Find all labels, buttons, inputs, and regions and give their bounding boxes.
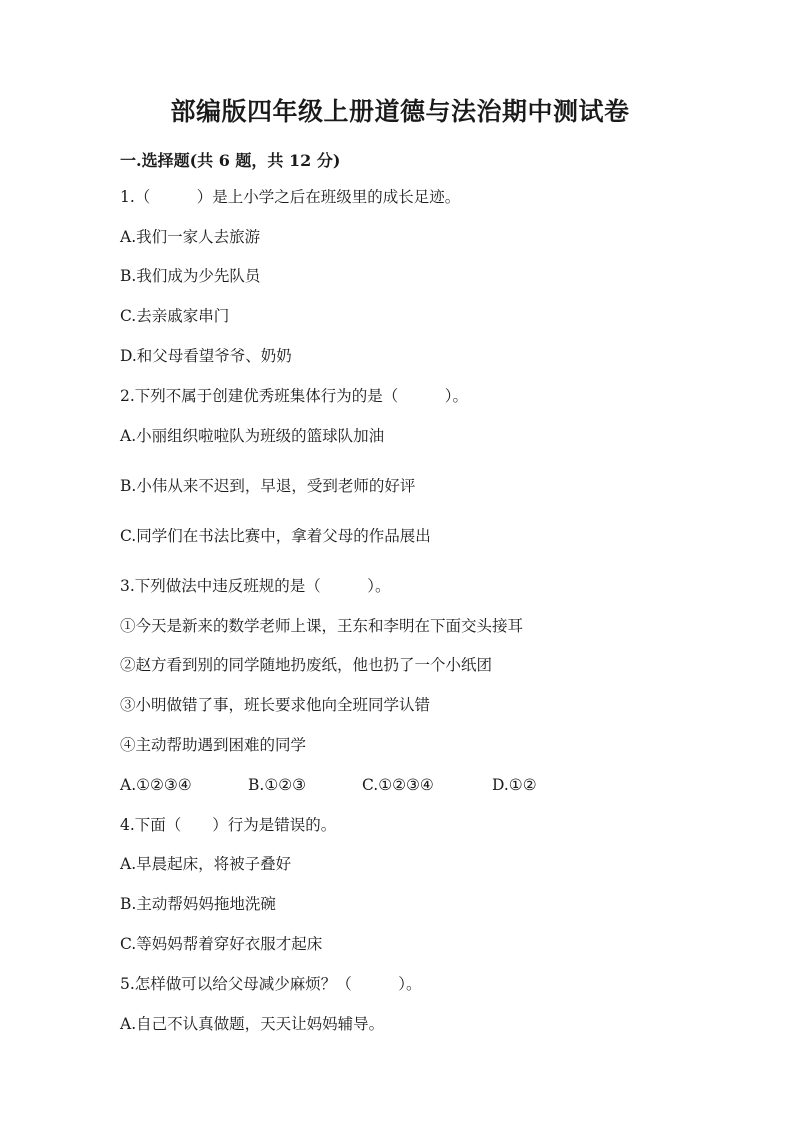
question-4-stem: 4.下面（ ）行为是错误的。 <box>120 816 337 834</box>
question-2-option-c: C.同学们在书法比赛中，拿着父母的作品展出 <box>120 527 431 545</box>
question-3-statement-2: ②赵方看到别的同学随地扔废纸，他也扔了一个小纸团 <box>120 656 493 674</box>
question-2-stem: 2.下列不属于创建优秀班集体行为的是（ ）。 <box>120 387 469 405</box>
question-3-option-a: A.①②③④ <box>120 776 192 794</box>
question-1-option-b: B.我们成为少先队员 <box>120 267 261 285</box>
question-5-stem: 5.怎样做可以给父母减少麻烦？（ ）。 <box>120 975 422 993</box>
question-3-stem: 3.下列做法中违反班规的是（ ）。 <box>120 577 391 595</box>
question-3-statement-4: ④主动帮助遇到困难的同学 <box>120 736 307 754</box>
question-3-option-c: C.①②③④ <box>362 776 434 794</box>
question-3-option-d: D.①② <box>492 776 537 794</box>
question-4-option-b: B.主动帮妈妈拖地洗碗 <box>120 895 276 913</box>
page-title: 部编版四年级上册道德与法治期中测试卷 <box>170 97 630 126</box>
question-3-option-b: B.①②③ <box>248 776 307 794</box>
question-1-option-c: C.去亲戚家串门 <box>120 307 230 325</box>
question-2-option-a: A.小丽组织啦啦队为班级的篮球队加油 <box>120 427 385 445</box>
section-heading: 一.选择题(共 6 题，共 12 分) <box>120 151 341 170</box>
question-4-option-c: C.等妈妈帮着穿好衣服才起床 <box>120 935 323 953</box>
question-2-option-b: B.小伟从来不迟到，早退，受到老师的好评 <box>120 477 416 495</box>
question-5-option-a: A.自己不认真做题，天天让妈妈辅导。 <box>120 1015 385 1033</box>
question-4-option-a: A.早晨起床，将被子叠好 <box>120 855 292 873</box>
question-3-statement-3: ③小明做错了事，班长要求他向全班同学认错 <box>120 696 431 714</box>
question-1-option-d: D.和父母看望爷爷、奶奶 <box>120 347 292 365</box>
question-3-statement-1: ①今天是新来的数学老师上课，王东和李明在下面交头接耳 <box>120 617 524 635</box>
question-3-options <box>120 775 537 795</box>
question-1-option-a: A.我们一家人去旅游 <box>120 228 261 246</box>
question-1-stem: 1.（ ）是上小学之后在班级里的成长足迹。 <box>120 188 461 206</box>
